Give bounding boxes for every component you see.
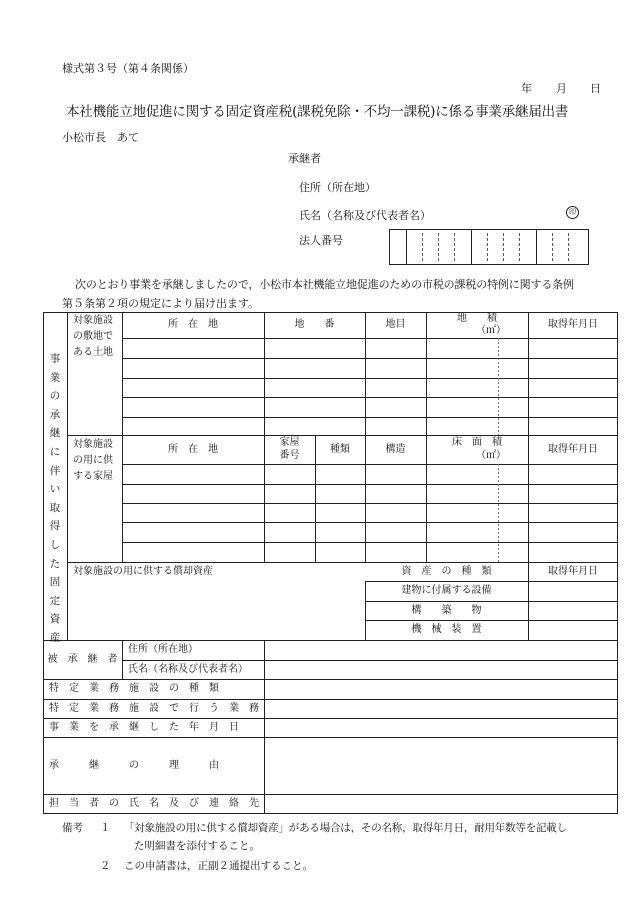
notes-label: 備考	[62, 822, 83, 834]
body-text-line2: 第５条第２項の規定により届け出ます。	[62, 297, 260, 310]
acquired-assets-vertical-heading: 事業の承継に伴い取得した固定資産	[49, 353, 61, 644]
note-1-line2: た明細書を添付すること。	[134, 840, 260, 852]
building-col-floor-area: 床 面 積	[452, 437, 502, 448]
body-text-line1: 次のとおり事業を承継しましたので，小松市本社機能立地促進のための市税の課税の特例に関する条例	[75, 278, 574, 291]
land-col-lot-number: 地 番	[294, 319, 335, 330]
building-col-location: 所 在 地	[168, 444, 218, 455]
depreciable-type-machinery: 機 械 装 置	[411, 624, 482, 635]
depreciable-label: 対象施設の用に供する償却資産	[73, 566, 213, 577]
building-col-house-number-2: 番号	[279, 450, 300, 461]
row-succession-reason: 承 継 の 理 由	[49, 760, 219, 771]
land-col-land-type: 地目	[385, 319, 406, 330]
seal-mark: 印	[566, 206, 579, 219]
date-day-label: 日	[590, 82, 601, 95]
row-facility-business: 特 定 業 務 施 設 で 行 う 業 務	[49, 703, 259, 714]
land-col-acquisition-date: 取得年月日	[548, 319, 598, 330]
building-col-house-number-1: 家屋	[279, 437, 300, 448]
predecessor-label: 被 承 継 者	[47, 654, 118, 665]
note-1-line1: 「対象施設の用に供する償却資産」がある場合は，その名称，取得年月日，耐用年数等を記載し	[124, 822, 567, 834]
successor-address-label: 住所（所在地）	[299, 181, 376, 194]
land-label-line3: ある土地	[73, 347, 113, 358]
building-label-line2: の用に供	[73, 455, 113, 466]
building-label-line1: 対象施設	[73, 439, 113, 450]
building-col-kind: 種類	[330, 444, 350, 455]
successor-heading: 承継者	[288, 152, 321, 165]
corp-number-label: 法人番号	[299, 234, 343, 247]
date-month-label: 月	[556, 82, 567, 95]
row-contact-person: 担 当 者 の 氏 名 及 び 連 絡 先	[49, 798, 259, 809]
depreciable-acquisition-header: 取得年月日	[548, 566, 598, 577]
land-label-line1: 対象施設	[73, 315, 113, 326]
depreciable-type-structure: 構 築 物	[411, 605, 482, 616]
note-1-number: １	[100, 822, 111, 834]
building-col-acquisition-date: 取得年月日	[548, 444, 598, 455]
predecessor-address-label: 住所（所在地）	[128, 644, 198, 655]
land-col-location: 所 在 地	[168, 319, 218, 330]
addressee: 小松市長 あて	[62, 131, 139, 144]
building-label-line3: する家屋	[73, 471, 113, 482]
predecessor-name-label: 氏名（名称及び代表者名）	[128, 664, 248, 675]
land-col-area: 地 積	[457, 313, 497, 324]
land-col-area-unit: （㎡）	[476, 325, 506, 336]
row-succession-date: 事 業 を 承 継 し た 年 月 日	[49, 722, 239, 733]
row-facility-type: 特 定 業 務 施 設 の 種 類	[49, 683, 219, 694]
document-title: 本社機能立地促進に関する固定資産税(課税免除・不均一課税)に係る事業承継届出書	[66, 104, 569, 120]
depreciable-type-header: 資 産 の 種 類	[401, 566, 492, 577]
depreciable-type-equipment: 建物に付属する設備	[401, 585, 492, 596]
land-label-line2: の敷地で	[73, 331, 113, 342]
note-2-text: この申請書は，正副２通提出すること。	[124, 860, 313, 872]
note-2-number: ２	[100, 860, 111, 872]
building-col-floor-area-unit: （㎡）	[476, 450, 506, 461]
date-year-label: 年	[521, 82, 532, 95]
successor-name-label: 氏名（名称及び代表者名）	[299, 209, 431, 222]
form-number: 様式第３号（第４条関係）	[62, 62, 194, 75]
building-col-structure: 構造	[385, 444, 406, 455]
